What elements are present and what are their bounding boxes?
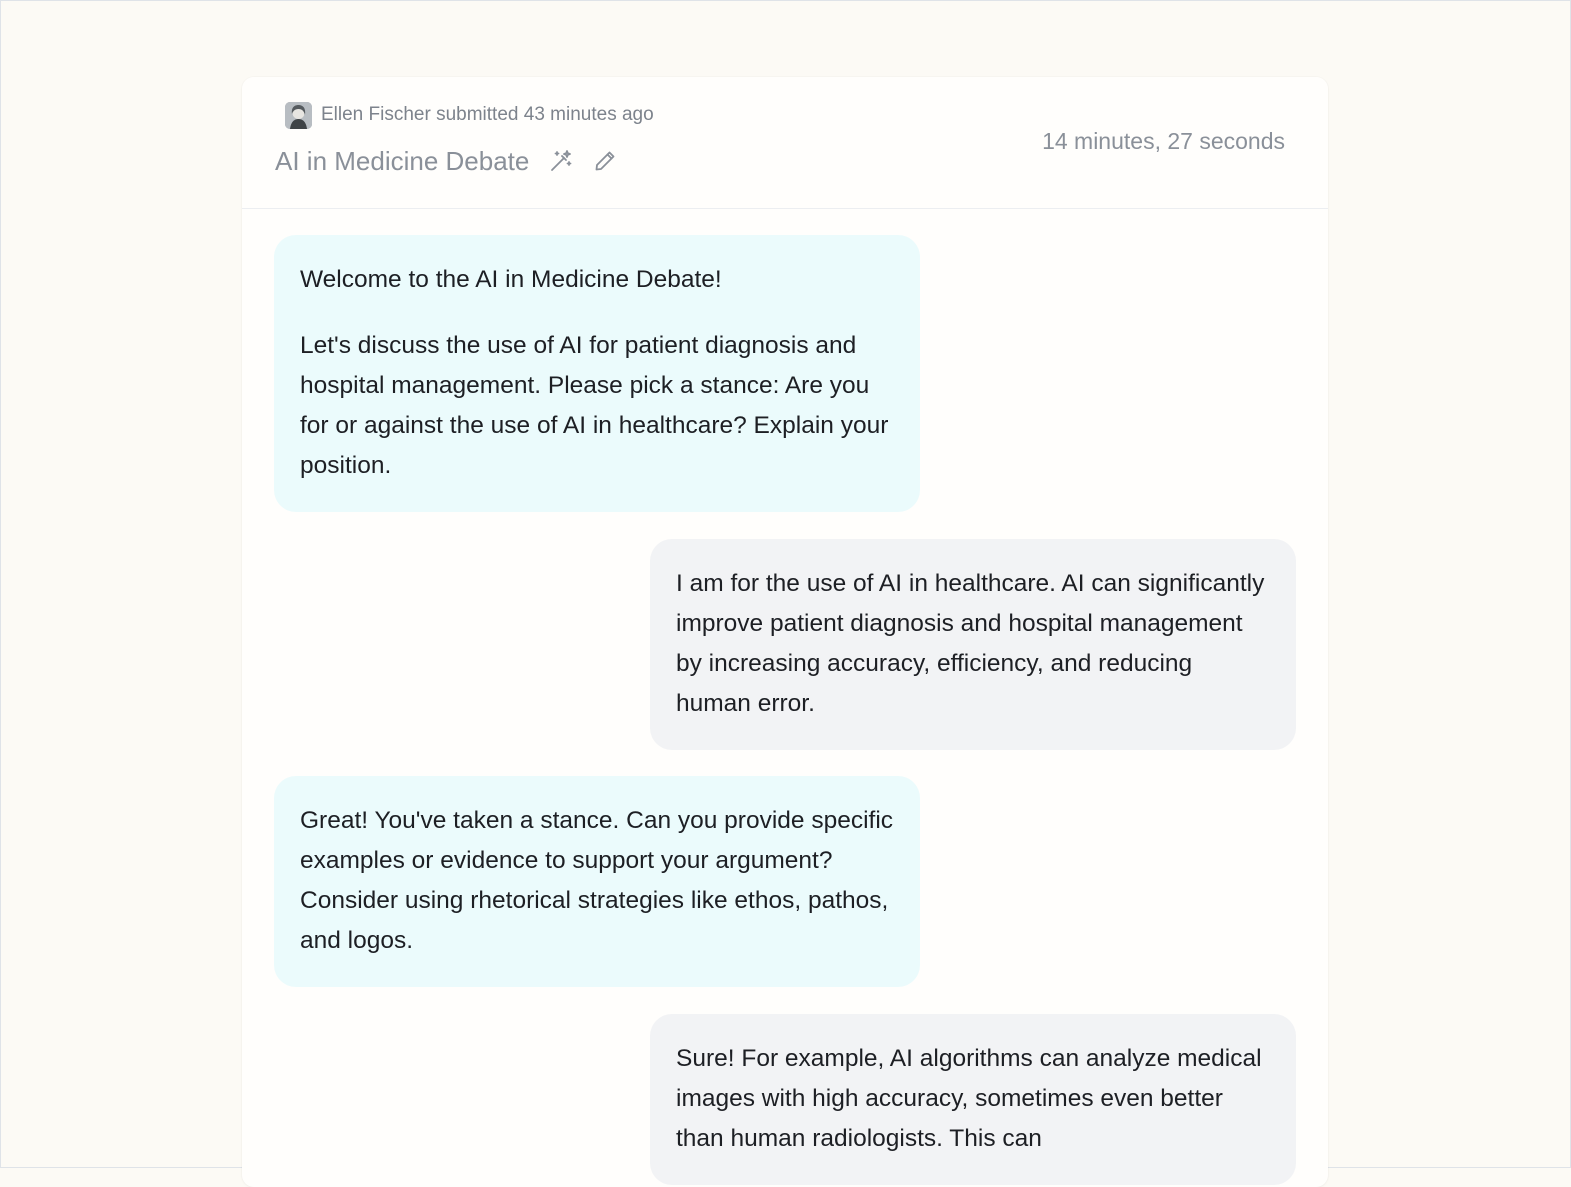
elapsed-duration: 14 minutes, 27 seconds xyxy=(1042,128,1285,154)
conversation-title: AI in Medicine Debate xyxy=(275,146,530,176)
message-paragraph: Sure! For example, AI algorithms can analyze medical images with high accuracy, sometimes even better than human radiologists. This can xyxy=(676,1045,1262,1152)
message-list xyxy=(242,209,1328,1187)
submission-card xyxy=(242,77,1328,1187)
magic-wand-icon[interactable] xyxy=(549,149,573,173)
assistant-message xyxy=(274,235,920,512)
assistant-message xyxy=(274,776,920,987)
user-message xyxy=(650,1014,1296,1185)
pencil-icon[interactable] xyxy=(593,149,617,173)
message-paragraph: Welcome to the AI in Medicine Debate! xyxy=(300,266,722,293)
user-photo-icon xyxy=(285,102,312,129)
submitter-info xyxy=(285,101,654,129)
message-paragraph: Great! You've taken a stance. Can you provide specific examples or evidence to support your argument? Consider using rhetorical strategies like ethos, pathos, and logos. xyxy=(300,807,894,954)
avatar xyxy=(285,102,312,129)
submitter-text: Ellen Fischer submitted 43 minutes ago xyxy=(321,104,654,125)
submission-header xyxy=(242,77,1328,209)
title-row xyxy=(275,143,617,179)
message-paragraph: I am for the use of AI in healthcare. AI can significantly improve patient diagnosis and hospital management by increasing accuracy, efficiency, and reducing human error. xyxy=(676,570,1265,717)
user-message xyxy=(650,539,1296,750)
message-paragraph: Let's discuss the use of AI for patient diagnosis and hospital management. Please pick a stance: Are you for or against the use of AI in healthcare? Explain your position. xyxy=(300,332,889,479)
